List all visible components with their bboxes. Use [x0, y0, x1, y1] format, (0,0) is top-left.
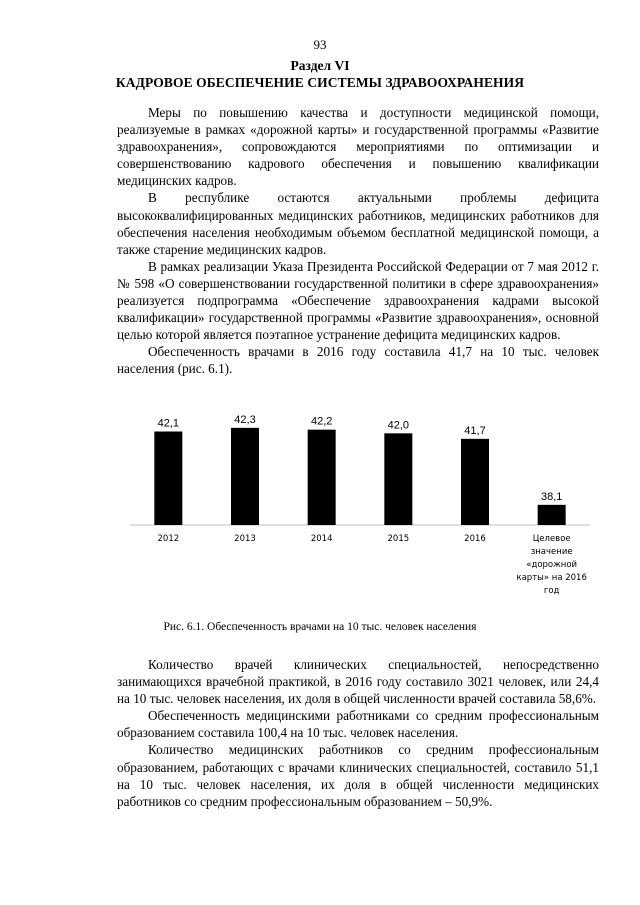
page-number: 93 — [313, 37, 327, 52]
bar-0 — [154, 432, 182, 526]
data-label-1: 42,3 — [234, 413, 256, 426]
figure-caption: Рис. 6.1. Обеспеченность врачами на 10 тыс. человек населения — [163, 621, 477, 633]
paragraph: Меры по повышению качества и доступности медицинской помощи, реализуемые в рамках «дорожной карты» и государственной программы «Развитие здравоохранения», сопровождаются мероприятиями по оптимизации и совершенствованию кадрового обеспечения и повышению квалификации медицинских кадров. — [117, 105, 599, 189]
x-tick-label-0: 2012 — [157, 534, 180, 544]
paragraph: Обеспеченность врачами в 2016 году составила 41,7 на 10 тыс. человек населения (рис. 6.1). — [117, 344, 599, 377]
x-tick-label-4: 2016 — [464, 534, 486, 544]
section-label: Раздел VI — [290, 58, 350, 73]
paragraph: Количество врачей клинических специальностей, непосредственно занимающихся врачебной практикой, в 2016 году составило 3021 человек, или 24,4 на 10 тыс. человек населения, их доля в общей численности врачей составила 58,6%. — [117, 657, 599, 707]
doctors-per-10k-bar-chart — [130, 392, 590, 607]
x-tick-label-2: 2014 — [310, 534, 333, 544]
data-label-5: 38,1 — [540, 490, 563, 503]
bar-4 — [461, 439, 489, 525]
paragraph: В республике остаются актуальными проблемы дефицита высококвалифицированных медицинских работников, медицинских работников для обеспечения населения необходимым объемом бесплатной медицинской помощи, а также старение медицинских кадров. — [117, 190, 599, 257]
bar-1 — [231, 428, 259, 525]
text-block-bottom — [117, 656, 599, 810]
paragraph: Количество медицинских работников со средним профессиональным образованием, работающих с врачами клинических специальностей, составило 51,1 на 10 тыс. человек населения, их доля в общей численности медицинских работников со средним профессиональным образованием – 50,9%. — [117, 742, 599, 809]
data-label-3: 42,0 — [387, 419, 410, 432]
data-label-2: 42,2 — [310, 415, 333, 428]
data-label-0: 42,1 — [157, 417, 180, 430]
x-tick-label-1: 2013 — [234, 534, 256, 544]
paragraph: Обеспеченность медицинскими работниками со средним профессиональным образованием составила 100,4 на 10 тыс. человек населения. — [117, 708, 599, 741]
text-block-top — [117, 104, 599, 378]
bar-2 — [308, 430, 336, 525]
section-title: КАДРОВОЕ ОБЕСПЕЧЕНИЕ СИСТЕМЫ ЗДРАВООХРАНЕНИЯ — [115, 75, 525, 90]
paragraph: В рамках реализации Указа Президента Российской Федерации от 7 мая 2012 г. № 598 «О совершенствовании государственной политики в сфере здравоохранения» реализуется подпрограмма «Обеспечение здравоохранения кадрами высокой квалификации» государственной программы «Развитие здравоохранения», основной целью которой является поэтапное устранение дефицита медицинских кадров. — [117, 258, 599, 343]
x-tick-label-3: 2015 — [387, 534, 410, 544]
data-label-4: 41,7 — [464, 424, 486, 437]
bar-3 — [384, 433, 412, 525]
x-tick-label-5: Целевое значение «дорожной карты» на 2016 год — [516, 534, 587, 596]
bar-5 — [538, 505, 566, 525]
